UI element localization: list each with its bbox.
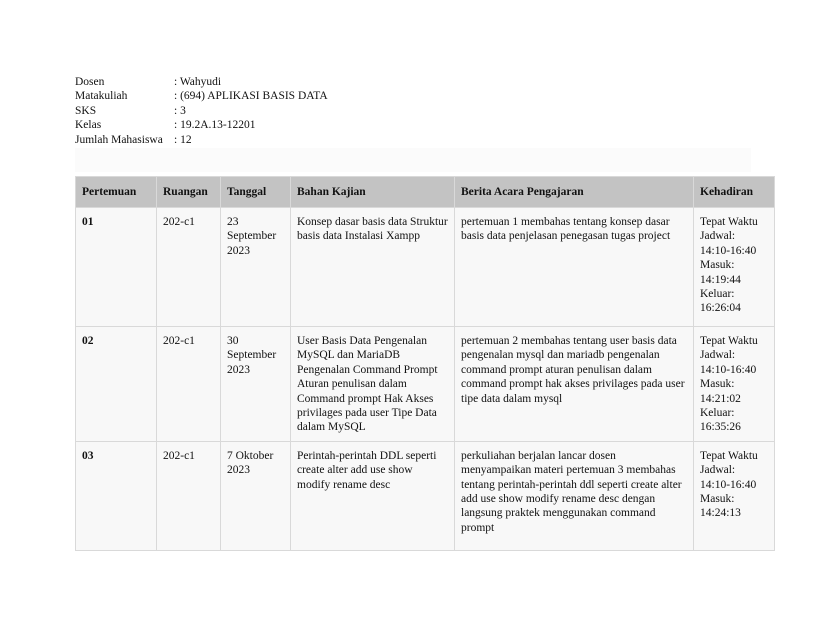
course-info <box>75 75 328 147</box>
table-row <box>76 441 775 550</box>
header-berita-acara: Berita Acara Pengajaran <box>455 177 694 208</box>
info-value: : (694) APLIKASI BASIS DATA <box>174 90 328 103</box>
info-label: Matakuliah <box>75 90 128 103</box>
cell-kehadiran: Tepat Waktu Jadwal: 14:10-16:40 Masuk: 14:21:02 Keluar: 16:35:26 <box>694 327 775 442</box>
cell-ruangan: 202-c1 <box>157 327 221 442</box>
info-label: SKS <box>75 104 97 117</box>
cell-ruangan: 202-c1 <box>157 441 221 550</box>
info-label: Kelas <box>75 119 102 132</box>
cell-tanggal: 7 Oktober 2023 <box>221 441 291 550</box>
cell-kehadiran: Tepat Waktu Jadwal: 14:10-16:40 Masuk: 14:19:44 Keluar: 16:26:04 <box>694 208 775 327</box>
cell-pertemuan: 02 <box>76 327 157 442</box>
header-bahan-kajian: Bahan Kajian <box>291 177 455 208</box>
info-value: : 19.2A.13-12201 <box>174 119 256 132</box>
cell-ruangan: 202-c1 <box>157 208 221 327</box>
info-row-matakuliah <box>75 89 328 103</box>
info-value: : 12 <box>174 133 192 146</box>
cell-bahan-kajian: User Basis Data Pengenalan MySQL dan MariaDB Pengenalan Command Prompt Aturan penulisan dalam Command prompt Hak Akses privilages pada user Tipe Data dalam MySQL <box>291 327 455 442</box>
cell-bahan-kajian: Konsep dasar basis data Struktur basis data Instalasi Xampp <box>291 208 455 327</box>
cell-berita-acara: pertemuan 1 membahas tentang konsep dasar basis data penjelasan penegasan tugas project <box>455 208 694 327</box>
attendance-table <box>75 176 775 551</box>
header-kehadiran: Kehadiran <box>694 177 775 208</box>
cell-berita-acara: perkuliahan berjalan lancar dosen menyampaikan materi pertemuan 3 membahas tentang perintah-perintah ddl seperti create alter add use show modify rename desc dengan langsung praktek menggunakan command prompt <box>455 441 694 550</box>
cell-bahan-kajian: Perintah-perintah DDL seperti create alter add use show modify rename desc <box>291 441 455 550</box>
table-row <box>76 208 775 327</box>
header-pertemuan: Pertemuan <box>76 177 157 208</box>
cell-kehadiran: Tepat Waktu Jadwal: 14:10-16:40 Masuk: 14:24:13 <box>694 441 775 550</box>
cell-pertemuan: 03 <box>76 441 157 550</box>
cell-berita-acara: pertemuan 2 membahas tentang user basis data pengenalan mysql dan mariadb pengenalan command prompt aturan penulisan dalam command prompt hak akses privilages pada user tipe data dalam mysql <box>455 327 694 442</box>
info-row-dosen <box>75 75 328 89</box>
cell-tanggal: 30 September 2023 <box>221 327 291 442</box>
cell-pertemuan: 01 <box>76 208 157 327</box>
header-tanggal: Tanggal <box>221 177 291 208</box>
table-row <box>76 327 775 442</box>
header-band <box>75 148 751 172</box>
header-ruangan: Ruangan <box>157 177 221 208</box>
info-row-jumlah <box>75 133 328 147</box>
info-label: Dosen <box>75 76 105 88</box>
info-row-sks <box>75 104 328 118</box>
cell-tanggal: 23 September 2023 <box>221 208 291 327</box>
table-header-row <box>76 177 775 208</box>
info-value: : 3 <box>174 104 186 117</box>
info-row-kelas <box>75 118 328 132</box>
info-label: Jumlah Mahasiswa <box>75 133 163 146</box>
info-value: : Wahyudi <box>174 76 222 88</box>
